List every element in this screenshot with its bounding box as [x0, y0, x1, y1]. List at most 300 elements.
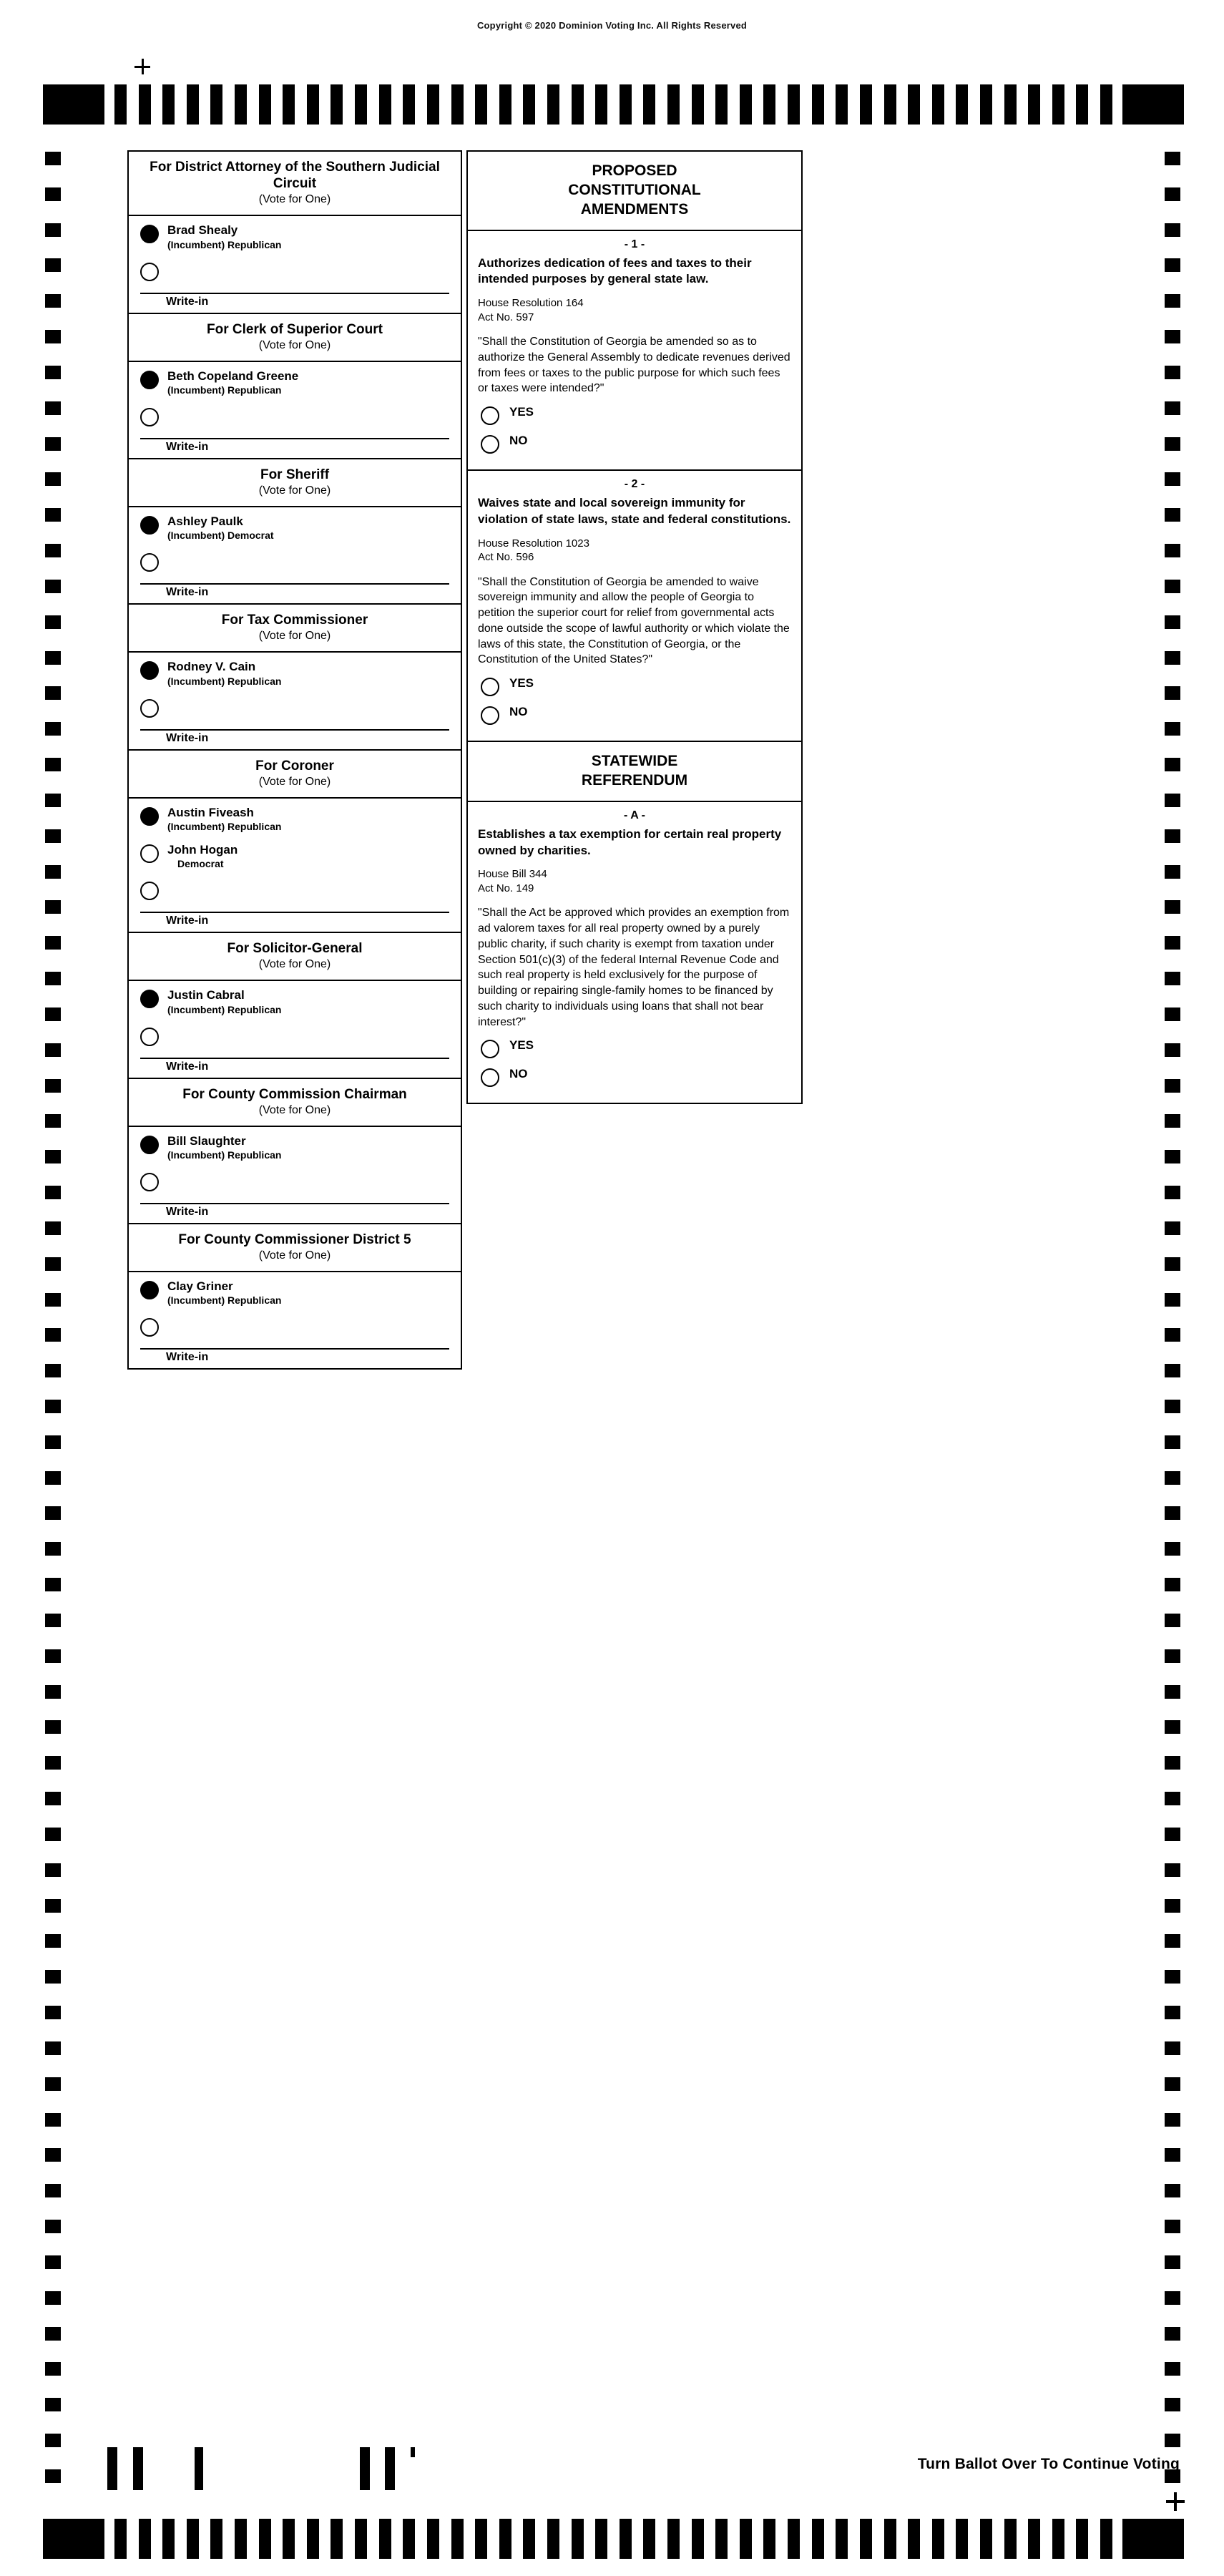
write-in-option[interactable]	[129, 552, 461, 572]
timing-mark	[1028, 84, 1040, 125]
timing-mark	[499, 84, 511, 125]
timing-mark	[45, 2434, 61, 2447]
vote-oval[interactable]	[140, 990, 159, 1008]
measure-body	[468, 255, 801, 397]
candidate-party: (Incumbent) Republican	[167, 384, 282, 396]
timing-mark	[45, 1899, 61, 1913]
timing-mark	[45, 2077, 61, 2091]
candidate-party: (Incumbent) Republican	[167, 238, 282, 250]
timing-mark	[1165, 686, 1180, 700]
timing-mark	[45, 1114, 61, 1128]
timing-mark	[715, 2519, 728, 2559]
vote-oval[interactable]	[140, 553, 159, 572]
candidate-name: Beth Copeland Greene	[167, 369, 299, 383]
timing-mark	[45, 1828, 61, 1841]
timing-mark	[1165, 544, 1180, 557]
vote-oval[interactable]	[481, 678, 499, 696]
measure-reference: House Resolution 1023 Act No. 596	[478, 537, 589, 564]
timing-mark	[45, 2113, 61, 2127]
timing-mark	[45, 2469, 61, 2483]
timing-mark	[908, 2519, 920, 2559]
timing-mark	[1165, 2398, 1180, 2411]
timing-mark	[1028, 2519, 1040, 2559]
timing-mark	[1100, 84, 1112, 125]
contest-title: For County Commissioner District 5	[178, 1231, 411, 1247]
timing-mark	[1165, 972, 1180, 985]
candidate-option[interactable]	[129, 806, 461, 833]
timing-mark	[187, 2519, 199, 2559]
candidate-list	[129, 362, 461, 426]
vote-oval[interactable]	[481, 406, 499, 425]
candidate-name: Clay Griner	[167, 1279, 233, 1294]
timing-mark	[45, 2006, 61, 2019]
candidate-option[interactable]	[129, 843, 461, 870]
timing-mark	[475, 2519, 487, 2559]
timing-mark	[1165, 1542, 1180, 1556]
timing-mark-corner	[1122, 2519, 1184, 2559]
timing-mark	[1165, 1186, 1180, 1199]
timing-mark	[379, 84, 391, 125]
contest-instruction: (Vote for One)	[258, 775, 331, 788]
candidate-option[interactable]	[129, 1134, 461, 1161]
timing-mark	[45, 152, 61, 165]
measure-number: - 2 -	[624, 478, 645, 491]
measure-question: "Shall the Constitution of Georgia be amended to waive sovereign immunity and allow the people of Georgia to petition the superior court for relief from governmental acts done outside the scope of lawful authority or which violate the laws of this state, the Constitution of Georgia, or the Constitution of the United States?"	[478, 575, 790, 666]
contest-instruction: (Vote for One)	[258, 338, 331, 351]
timing-mark	[45, 794, 61, 807]
contest-header	[129, 459, 461, 502]
contest-instruction: (Vote for One)	[258, 1249, 331, 1262]
timing-mark	[45, 1221, 61, 1235]
candidate-list	[129, 216, 461, 280]
option-label: YES	[509, 676, 534, 691]
timing-mark	[45, 294, 61, 308]
timing-mark	[1165, 2291, 1180, 2305]
contest-box	[127, 1078, 462, 1223]
timing-mark	[1165, 1079, 1180, 1093]
timing-mark	[45, 900, 61, 914]
timing-mark	[45, 401, 61, 415]
registration-plus-icon	[134, 59, 150, 74]
contest-instruction: (Vote for One)	[258, 958, 331, 971]
contest-header	[129, 314, 461, 356]
timing-mark	[1165, 258, 1180, 272]
write-in-option[interactable]	[129, 698, 461, 718]
timing-mark	[210, 2519, 222, 2559]
write-in-label: Write-in	[166, 731, 209, 744]
timing-mark	[427, 2519, 439, 2559]
timing-mark	[1165, 1400, 1180, 1413]
vote-oval[interactable]	[140, 1318, 159, 1337]
candidate-name: Brad Shealy	[167, 223, 238, 238]
timing-mark	[45, 1506, 61, 1520]
timing-mark	[259, 84, 271, 125]
timing-mark	[283, 84, 295, 125]
write-in-area	[129, 910, 461, 932]
candidate-option[interactable]	[129, 514, 461, 542]
write-in-area	[129, 728, 461, 749]
candidate-name: John Hogan	[167, 842, 238, 857]
timing-mark	[1165, 2006, 1180, 2019]
vote-oval[interactable]	[140, 371, 159, 389]
timing-mark	[1165, 1506, 1180, 1520]
timing-mark	[379, 2519, 391, 2559]
timing-mark	[45, 1257, 61, 1271]
candidate-party: (Incumbent) Democrat	[167, 530, 274, 542]
timing-marks-top	[43, 84, 1184, 125]
write-in-label: Write-in	[166, 586, 209, 599]
vote-oval[interactable]	[481, 1040, 499, 1058]
write-in-option[interactable]	[129, 880, 461, 900]
timing-mark	[45, 936, 61, 950]
write-in-area	[129, 1201, 461, 1223]
timing-mark	[45, 1578, 61, 1591]
candidate-party: Democrat	[177, 858, 224, 870]
timing-mark	[45, 2041, 61, 2055]
measure-option-yes[interactable]	[481, 1038, 801, 1058]
timing-mark	[1165, 1043, 1180, 1057]
timing-mark	[45, 1934, 61, 1948]
timing-mark	[1165, 2184, 1180, 2197]
timing-mark	[114, 2519, 127, 2559]
candidate-party: (Incumbent) Republican	[167, 675, 282, 687]
statewide-referendum-box	[466, 741, 803, 1104]
timing-mark	[45, 829, 61, 843]
timing-mark	[45, 2220, 61, 2233]
vote-oval[interactable]	[481, 435, 499, 454]
contest-header	[129, 152, 461, 210]
timing-mark	[860, 2519, 872, 2559]
timing-mark	[836, 2519, 848, 2559]
timing-mark	[45, 2327, 61, 2341]
timing-mark	[547, 2519, 559, 2559]
timing-mark	[45, 1400, 61, 1413]
candidate-option[interactable]	[129, 369, 461, 396]
write-in-area	[129, 436, 461, 458]
timing-mark	[956, 84, 968, 125]
turn-ballot-instruction: Turn Ballot Over To Continue Voting	[917, 2456, 1180, 2472]
contest-box	[127, 1223, 462, 1370]
timing-mark	[45, 1471, 61, 1485]
vote-oval[interactable]	[140, 408, 159, 426]
timing-mark	[162, 2519, 175, 2559]
timing-marks-bottom	[43, 2519, 1184, 2559]
timing-mark	[45, 865, 61, 879]
timing-mark	[283, 2519, 295, 2559]
timing-mark	[1052, 84, 1064, 125]
timing-mark	[1165, 2077, 1180, 2091]
timing-mark	[235, 2519, 247, 2559]
timing-mark	[45, 615, 61, 629]
timing-mark	[45, 1970, 61, 1984]
timing-mark	[45, 686, 61, 700]
timing-mark	[667, 84, 680, 125]
measure-option-no[interactable]	[481, 705, 801, 725]
timing-mark	[45, 187, 61, 201]
timing-mark	[1165, 1934, 1180, 1948]
timing-mark	[475, 84, 487, 125]
contest-title: For Clerk of Superior Court	[207, 321, 383, 337]
timing-mark	[1165, 223, 1180, 237]
vote-oval[interactable]	[140, 844, 159, 863]
candidate-name: Ashley Paulk	[167, 514, 243, 529]
timing-mark	[1165, 152, 1180, 165]
measure-choices	[468, 1038, 801, 1103]
timing-mark	[259, 2519, 271, 2559]
timing-mark	[836, 84, 848, 125]
timing-mark	[1165, 1293, 1180, 1307]
candidate-name: Rodney V. Cain	[167, 660, 256, 674]
timing-mark	[1165, 2113, 1180, 2127]
timing-mark	[884, 2519, 896, 2559]
vote-oval[interactable]	[140, 263, 159, 281]
contests-column	[127, 150, 462, 1370]
vote-oval[interactable]	[481, 706, 499, 725]
timing-mark	[523, 84, 535, 125]
amendments-header: PROPOSED CONSTITUTIONAL AMENDMENTS	[468, 152, 801, 231]
contest-title: For Tax Commissioner	[221, 613, 368, 628]
timing-mark	[1165, 366, 1180, 379]
write-in-label: Write-in	[166, 295, 209, 308]
timing-mark	[620, 2519, 632, 2559]
timing-mark	[1165, 794, 1180, 807]
candidate-party: (Incumbent) Republican	[167, 821, 282, 833]
timing-mark	[45, 1792, 61, 1805]
timing-mark	[692, 84, 704, 125]
timing-mark	[1165, 508, 1180, 522]
timing-mark	[1004, 2519, 1017, 2559]
timing-mark	[1165, 1114, 1180, 1128]
timing-mark	[139, 84, 151, 125]
measure-question: "Shall the Act be approved which provides an exemption from ad valorem taxes for all real property owned by a purely public charity, if such charity is exempt from taxation under Section 501(c)(3) of the federal Internal Revenue Code and such real property is held exclusively for the purpose of building or repairing single-family homes to be financed by such charity to individuals using loans that shall not bear interest?"	[478, 907, 790, 1028]
candidate-name: Justin Cabral	[167, 988, 245, 1002]
timing-mark	[1165, 1471, 1180, 1485]
write-in-option[interactable]	[129, 1026, 461, 1046]
timing-mark	[692, 2519, 704, 2559]
timing-mark	[45, 758, 61, 771]
write-in-option[interactable]	[129, 406, 461, 426]
timing-mark	[45, 1008, 61, 1021]
candidate-option[interactable]	[129, 660, 461, 687]
measure-summary: Authorizes dedication of fees and taxes to their intended purposes by general state law.	[478, 255, 752, 286]
timing-mark	[1165, 900, 1180, 914]
timing-mark	[1165, 2255, 1180, 2269]
timing-mark	[307, 84, 319, 125]
timing-mark-corner	[43, 84, 104, 125]
contest-instruction: (Vote for One)	[258, 193, 331, 206]
vote-oval[interactable]	[140, 661, 159, 680]
timing-mark	[210, 84, 222, 125]
timing-mark	[1165, 1614, 1180, 1627]
timing-mark	[763, 84, 775, 125]
timing-marks-right	[1165, 152, 1180, 2483]
contest-instruction: (Vote for One)	[258, 484, 331, 497]
timing-mark	[1165, 2041, 1180, 2055]
timing-mark	[860, 84, 872, 125]
timing-mark	[45, 2291, 61, 2305]
measure-summary: Establishes a tax exemption for certain real property owned by charities.	[478, 826, 782, 857]
timing-mark	[980, 84, 992, 125]
timing-mark	[1165, 1008, 1180, 1021]
vote-oval[interactable]	[140, 882, 159, 900]
option-label: NO	[509, 434, 528, 448]
timing-mark	[1165, 1792, 1180, 1805]
measure-option-no[interactable]	[481, 1067, 801, 1087]
write-in-label: Write-in	[166, 1205, 209, 1218]
measure-question: "Shall the Constitution of Georgia be amended so as to authorize the General Assembly to dedicate revenues derived from fees or taxes to the public purpose for which such fees or taxes were intended?"	[478, 336, 790, 395]
timing-mark	[1165, 1221, 1180, 1235]
timing-mark	[45, 2398, 61, 2411]
timing-mark	[1052, 2519, 1064, 2559]
vote-oval[interactable]	[140, 699, 159, 718]
timing-mark	[45, 2184, 61, 2197]
contest-box	[127, 749, 462, 932]
candidate-option[interactable]	[129, 988, 461, 1015]
timing-mark	[1165, 2327, 1180, 2341]
timing-mark	[45, 1364, 61, 1377]
contest-header	[129, 751, 461, 793]
write-in-area	[129, 291, 461, 313]
candidate-list	[129, 507, 461, 572]
referendum-header: STATEWIDE REFERENDUM	[468, 742, 801, 802]
timing-mark	[1076, 84, 1088, 125]
timing-mark	[403, 2519, 415, 2559]
candidate-option[interactable]	[129, 223, 461, 250]
vote-oval[interactable]	[140, 516, 159, 535]
timing-mark	[162, 84, 175, 125]
contest-header	[129, 1079, 461, 1121]
candidate-party: (Incumbent) Republican	[167, 1003, 282, 1015]
contest-title: For County Commission Chairman	[182, 1086, 407, 1102]
option-label: YES	[509, 405, 534, 419]
timing-mark	[45, 1043, 61, 1057]
vote-oval[interactable]	[140, 225, 159, 243]
timing-mark	[307, 2519, 319, 2559]
candidate-list	[129, 1127, 461, 1191]
timing-mark	[331, 84, 343, 125]
timing-mark	[1165, 1863, 1180, 1877]
timing-mark	[788, 2519, 800, 2559]
timing-mark	[1100, 2519, 1112, 2559]
timing-mark	[45, 544, 61, 557]
timing-mark	[45, 722, 61, 736]
measure-number: - 1 -	[624, 238, 645, 250]
timing-mark	[643, 2519, 655, 2559]
timing-mark	[1165, 330, 1180, 343]
write-in-option[interactable]	[129, 1171, 461, 1191]
timing-mark	[235, 84, 247, 125]
contest-instruction: (Vote for One)	[258, 630, 331, 643]
timing-mark	[572, 2519, 584, 2559]
write-in-label: Write-in	[166, 1351, 209, 1364]
timing-mark	[1165, 580, 1180, 593]
contest-header	[129, 933, 461, 975]
timing-mark	[45, 1150, 61, 1163]
timing-mark	[1165, 2220, 1180, 2233]
timing-mark	[1165, 187, 1180, 201]
timing-mark	[1165, 1578, 1180, 1591]
timing-mark	[1165, 722, 1180, 736]
write-in-area	[129, 582, 461, 603]
timing-mark	[187, 84, 199, 125]
write-in-option[interactable]	[129, 261, 461, 281]
vote-oval[interactable]	[140, 807, 159, 826]
candidate-name: Bill Slaughter	[167, 1133, 246, 1148]
timing-mark	[1165, 1828, 1180, 1841]
timing-mark	[45, 2148, 61, 2162]
candidate-option[interactable]	[129, 1279, 461, 1307]
measure-number: - A -	[624, 809, 645, 821]
vote-oval[interactable]	[481, 1068, 499, 1087]
timing-mark	[884, 84, 896, 125]
timing-mark	[1165, 401, 1180, 415]
timing-mark	[812, 2519, 824, 2559]
timing-mark	[355, 2519, 367, 2559]
vote-oval[interactable]	[140, 1281, 159, 1299]
measure-option-no[interactable]	[481, 434, 801, 454]
vote-oval[interactable]	[140, 1173, 159, 1191]
timing-mark	[403, 84, 415, 125]
timing-mark-corner	[1122, 84, 1184, 125]
timing-mark	[1165, 1756, 1180, 1770]
timing-mark	[667, 2519, 680, 2559]
timing-mark	[45, 1079, 61, 1093]
candidate-party: (Incumbent) Republican	[167, 1294, 282, 1307]
proposed-amendments-box	[466, 150, 803, 741]
timing-mark	[1165, 865, 1180, 879]
measure-choices	[468, 405, 801, 469]
measure-choices	[468, 676, 801, 741]
timing-mark	[1165, 1150, 1180, 1163]
measure-reference: House Bill 344 Act No. 149	[478, 868, 547, 894]
measure-option-yes[interactable]	[481, 405, 801, 425]
contest-box	[127, 603, 462, 748]
write-in-label: Write-in	[166, 440, 209, 453]
timing-mark	[45, 223, 61, 237]
candidate-list	[129, 981, 461, 1045]
write-in-option[interactable]	[129, 1317, 461, 1337]
measure-body	[468, 495, 801, 668]
timing-mark	[427, 84, 439, 125]
timing-mark	[1165, 758, 1180, 771]
timing-mark	[139, 2519, 151, 2559]
timing-mark	[572, 84, 584, 125]
timing-mark	[1165, 1685, 1180, 1699]
registration-cross-icon	[1166, 2492, 1185, 2511]
timing-mark	[763, 2519, 775, 2559]
timing-mark	[1165, 1435, 1180, 1449]
timing-mark	[45, 2255, 61, 2269]
timing-mark	[980, 2519, 992, 2559]
measure-option-yes[interactable]	[481, 676, 801, 696]
vote-oval[interactable]	[140, 1136, 159, 1154]
timing-mark	[956, 2519, 968, 2559]
write-in-label: Write-in	[166, 914, 209, 927]
measure-body	[468, 826, 801, 1030]
timing-mark	[451, 84, 464, 125]
vote-oval[interactable]	[140, 1028, 159, 1046]
timing-mark	[45, 651, 61, 665]
timing-mark	[1165, 2148, 1180, 2162]
timing-mark	[45, 2362, 61, 2376]
timing-mark	[788, 84, 800, 125]
candidate-name: Austin Fiveash	[167, 805, 254, 819]
timing-mark	[355, 84, 367, 125]
timing-mark	[45, 1685, 61, 1699]
timing-mark	[620, 84, 632, 125]
timing-mark	[1165, 651, 1180, 665]
contest-box	[127, 932, 462, 1077]
